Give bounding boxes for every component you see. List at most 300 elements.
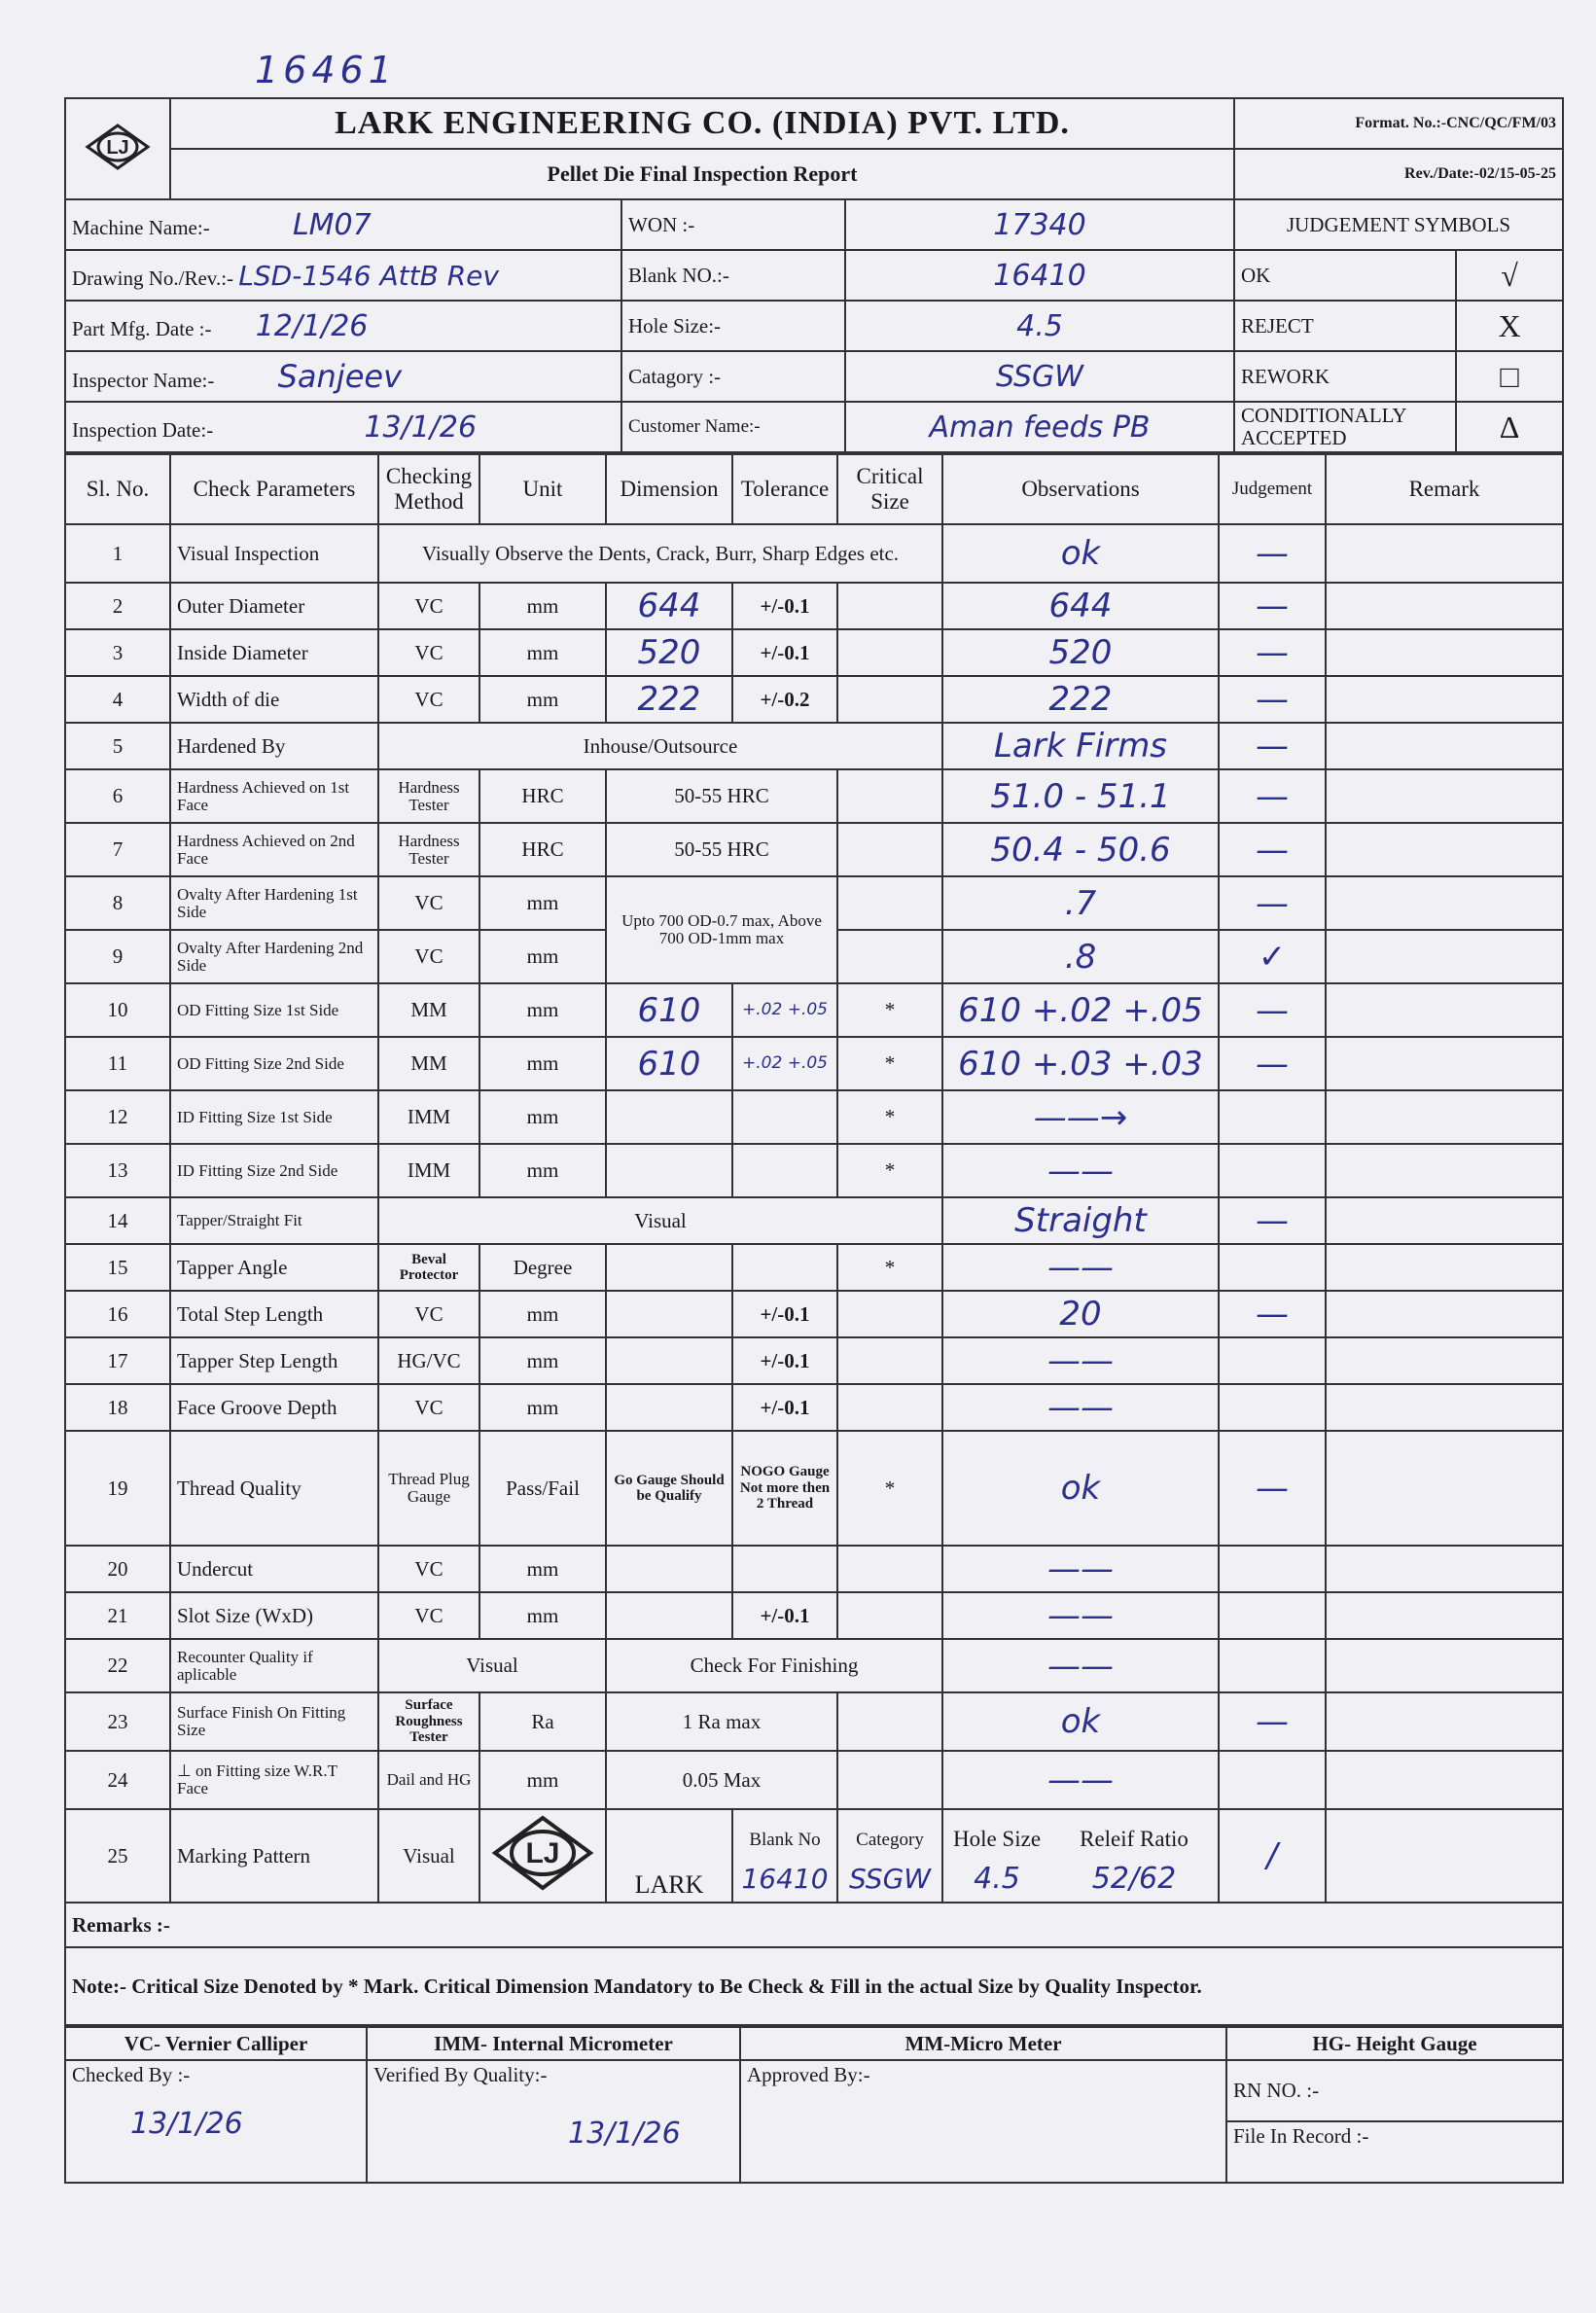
legend-hg: HG- Height Gauge	[1226, 2027, 1563, 2060]
table-row	[65, 1692, 1563, 1751]
tolerance-cell[interactable]: +/-0.1	[732, 1592, 837, 1639]
judgement-cell[interactable]: —	[1219, 1692, 1326, 1751]
tolerance-cell[interactable]: +/-0.1	[732, 629, 837, 676]
param-cell: Tapper Step Length	[170, 1337, 378, 1384]
reject-symbol-icon: X	[1456, 301, 1563, 351]
unit-cell: mm	[479, 583, 606, 629]
critical-cell[interactable]	[837, 930, 942, 983]
method-cell: VC	[378, 1546, 479, 1592]
judgement-cell[interactable]	[1219, 1751, 1326, 1809]
method-cell: VC	[378, 930, 479, 983]
table-row	[65, 723, 1563, 769]
observation-cell[interactable]: ——	[942, 1639, 1219, 1692]
machine-name-value[interactable]: LM07	[292, 207, 372, 242]
remark-cell[interactable]	[1326, 1751, 1563, 1809]
table-row	[65, 1197, 1563, 1244]
unit-cell: mm	[479, 1090, 606, 1144]
table-row	[65, 629, 1563, 676]
sl-cell: 14	[65, 1197, 170, 1244]
sl-cell: 24	[65, 1751, 170, 1809]
unit-cell: HRC	[479, 769, 606, 823]
observation-cell[interactable]: ok	[942, 1692, 1219, 1751]
judgement-cell[interactable]: —	[1219, 1197, 1326, 1244]
table-row	[65, 1337, 1563, 1384]
method-cell: IMM	[378, 1090, 479, 1144]
method-cell: IMM	[378, 1144, 479, 1197]
judgement-cell[interactable]: —	[1219, 723, 1326, 769]
remarks-label: Remarks :-	[65, 1903, 1563, 1947]
unit-cell: mm	[479, 1337, 606, 1384]
dimension-cell[interactable]	[606, 1337, 732, 1384]
judgement-cell[interactable]: —	[1219, 629, 1326, 676]
dimension-tolerance-cell: 50-55 HRC	[606, 769, 837, 823]
sl-cell: 22	[65, 1639, 170, 1692]
tolerance-cell[interactable]	[732, 1244, 837, 1291]
observation-cell[interactable]: ——	[942, 1144, 1219, 1197]
file-in-record-label[interactable]: File In Record :-	[1226, 2121, 1563, 2183]
sl-cell: 21	[65, 1592, 170, 1639]
column-header: Critical Size	[837, 454, 942, 524]
judgement-cell[interactable]: —	[1219, 769, 1326, 823]
sl-cell: 4	[65, 676, 170, 723]
param-cell: ID Fitting Size 1st Side	[170, 1090, 378, 1144]
unit-cell: mm	[479, 629, 606, 676]
dimension-cell[interactable]	[606, 1384, 732, 1431]
tolerance-cell[interactable]	[732, 1546, 837, 1592]
part-mfg-date-label: Part Mfg. Date :-	[72, 316, 212, 340]
document-number: 16461	[255, 49, 397, 91]
observation-cell[interactable]: 610 +.02 +.05	[942, 983, 1219, 1037]
method-cell: Visual	[378, 1639, 606, 1692]
unit-cell: HRC	[479, 823, 606, 876]
critical-cell[interactable]	[837, 1751, 942, 1809]
sl-cell: 12	[65, 1090, 170, 1144]
unit-cell: mm	[479, 983, 606, 1037]
symbol-conditional-label: CONDITIONALLY ACCEPTED	[1234, 402, 1456, 452]
marking-judgement[interactable]: /	[1219, 1809, 1326, 1903]
remark-cell[interactable]	[1326, 1692, 1563, 1751]
ok-symbol-icon: √	[1456, 250, 1563, 301]
span-text-cell: Visual	[378, 1197, 942, 1244]
part-mfg-date-value[interactable]: 12/1/26	[255, 308, 369, 343]
unit-cell: Degree	[479, 1244, 606, 1291]
sl-cell: 15	[65, 1244, 170, 1291]
remark-cell[interactable]	[1326, 1144, 1563, 1197]
param-cell: Total Step Length	[170, 1291, 378, 1337]
remark-cell[interactable]	[1326, 1291, 1563, 1337]
tolerance-cell[interactable]: +/-0.2	[732, 676, 837, 723]
column-header: Sl. No.	[65, 454, 170, 524]
marking-releif[interactable]: 52/62	[1091, 1861, 1177, 1896]
tolerance-cell[interactable]: +/-0.1	[732, 583, 837, 629]
judgement-cell[interactable]	[1219, 1090, 1326, 1144]
table-row	[65, 1244, 1563, 1291]
remark-cell[interactable]	[1326, 1639, 1563, 1692]
param-cell: Ovalty After Hardening 2nd Side	[170, 930, 378, 983]
observation-cell[interactable]: ——	[942, 1337, 1219, 1384]
marking-hole-size-label: Hole Size	[952, 1826, 1042, 1851]
inspection-date-label: Inspection Date:-	[72, 417, 214, 442]
legend-vc: VC- Vernier Calliper	[65, 2027, 367, 2060]
critical-cell[interactable]	[837, 583, 942, 629]
hole-size-value[interactable]: 4.5	[845, 301, 1234, 351]
span-text-cell: Inhouse/Outsource	[378, 723, 942, 769]
observation-cell[interactable]: ——	[942, 1546, 1219, 1592]
remark-cell[interactable]	[1326, 983, 1563, 1037]
column-header: Judgement	[1219, 454, 1326, 524]
critical-cell[interactable]: *	[837, 1090, 942, 1144]
column-header: Observations	[942, 454, 1219, 524]
judgement-cell[interactable]: —	[1219, 676, 1326, 723]
table-header-row	[65, 454, 1563, 524]
critical-cell[interactable]	[837, 1692, 942, 1751]
param-cell: Hardened By	[170, 723, 378, 769]
rn-no-label[interactable]: RN NO. :-	[1226, 2060, 1563, 2121]
footer-table	[64, 2026, 1564, 2184]
symbol-reject-label: REJECT	[1234, 301, 1456, 351]
drawing-no-label: Drawing No./Rev.:-	[72, 266, 234, 290]
dimension-tolerance-cell: 1 Ra max	[606, 1692, 837, 1751]
unit-cell: mm	[479, 1291, 606, 1337]
critical-cell[interactable]	[837, 1546, 942, 1592]
observation-cell[interactable]: ——	[942, 1244, 1219, 1291]
method-cell: VC	[378, 1592, 479, 1639]
dimension-cell[interactable]: 222	[606, 676, 732, 723]
judgement-cell[interactable]	[1219, 1337, 1326, 1384]
unit-cell: mm	[479, 1144, 606, 1197]
param-cell: Undercut	[170, 1546, 378, 1592]
unit-cell: mm	[479, 876, 606, 930]
category-label: Catagory :-	[621, 351, 845, 402]
method-cell: MM	[378, 983, 479, 1037]
table-row	[65, 823, 1563, 876]
marking-remark[interactable]	[1326, 1809, 1563, 1903]
tolerance-cell[interactable]: NOGO Gauge Not more then 2 Thread	[732, 1431, 837, 1546]
drawing-no-value[interactable]: LSD-1546 AttB Rev	[238, 259, 499, 292]
remark-cell[interactable]	[1326, 1546, 1563, 1592]
dimension-cell[interactable]: 610	[606, 1037, 732, 1090]
remark-cell[interactable]	[1326, 930, 1563, 983]
critical-cell[interactable]	[837, 823, 942, 876]
sl-cell: 9	[65, 930, 170, 983]
method-cell: Dail and HG	[378, 1751, 479, 1809]
report-header	[64, 97, 1564, 453]
checked-by-label: Checked By :-	[72, 2063, 191, 2087]
customer-name-label: Customer Name:-	[621, 402, 845, 452]
critical-cell[interactable]	[837, 769, 942, 823]
table-row	[65, 876, 1563, 930]
marking-hole-size[interactable]: 4.5	[974, 1861, 1020, 1896]
param-cell: Surface Finish On Fitting Size	[170, 1692, 378, 1751]
column-header: Remark	[1326, 454, 1563, 524]
judgement-cell[interactable]: —	[1219, 876, 1326, 930]
dimension-tolerance-cell: 0.05 Max	[606, 1751, 837, 1809]
critical-cell[interactable]: *	[837, 1144, 942, 1197]
sl-cell: 13	[65, 1144, 170, 1197]
remark-cell[interactable]	[1326, 676, 1563, 723]
unit-cell: mm	[479, 1751, 606, 1809]
observation-cell[interactable]: .8	[942, 930, 1219, 983]
critical-cell[interactable]	[837, 1291, 942, 1337]
table-row	[65, 1431, 1563, 1546]
critical-cell[interactable]	[837, 876, 942, 930]
judgement-cell[interactable]	[1219, 1546, 1326, 1592]
column-header: Tolerance	[732, 454, 837, 524]
method-cell: VC	[378, 629, 479, 676]
inspection-date-value[interactable]: 13/1/26	[364, 409, 478, 445]
table-row	[65, 1751, 1563, 1809]
tolerance-cell[interactable]: +/-0.1	[732, 1384, 837, 1431]
judgement-cell[interactable]	[1219, 1592, 1326, 1639]
critical-cell[interactable]: *	[837, 1431, 942, 1546]
column-header: Check Parameters	[170, 454, 378, 524]
remark-cell[interactable]	[1326, 1431, 1563, 1546]
method-cell: VC	[378, 876, 479, 930]
marking-row	[65, 1809, 1563, 1903]
table-row	[65, 1384, 1563, 1431]
table-row	[65, 1090, 1563, 1144]
verified-by-label: Verified By Quality:-	[373, 2063, 548, 2087]
ovalty-spec-cell: Upto 700 OD-0.7 max, Above 700 OD-1mm max	[606, 876, 837, 983]
critical-cell[interactable]	[837, 1337, 942, 1384]
table-row	[65, 1037, 1563, 1090]
marking-brand: LARK	[606, 1809, 732, 1903]
checked-by-date[interactable]: 13/1/26	[130, 2107, 243, 2142]
remark-cell[interactable]	[1326, 524, 1563, 583]
remark-cell[interactable]	[1326, 1197, 1563, 1244]
column-header: Unit	[479, 454, 606, 524]
inspector-name-label: Inspector Name:-	[72, 369, 215, 392]
sl-cell: 8	[65, 876, 170, 930]
sl-cell: 10	[65, 983, 170, 1037]
marking-releif-label: Releif Ratio	[1080, 1826, 1188, 1851]
sl-cell: 7	[65, 823, 170, 876]
blank-no-value[interactable]: 16410	[845, 250, 1234, 301]
unit-cell: mm	[479, 1037, 606, 1090]
method-cell: HG/VC	[378, 1337, 479, 1384]
param-cell: Visual Inspection	[170, 524, 378, 583]
remark-cell[interactable]	[1326, 583, 1563, 629]
sl-cell: 16	[65, 1291, 170, 1337]
remark-cell[interactable]	[1326, 723, 1563, 769]
dimension-cell[interactable]: Go Gauge Should be Qualify	[606, 1431, 732, 1546]
critical-cell[interactable]	[837, 1592, 942, 1639]
unit-cell: Ra	[479, 1692, 606, 1751]
sl-cell: 18	[65, 1384, 170, 1431]
judgement-cell[interactable]: —	[1219, 1291, 1326, 1337]
method-cell: Hardness Tester	[378, 769, 479, 823]
critical-cell[interactable]: *	[837, 983, 942, 1037]
remark-cell[interactable]	[1326, 823, 1563, 876]
table-row	[65, 676, 1563, 723]
marking-blank-no[interactable]: 16410	[741, 1862, 829, 1895]
verified-by-date[interactable]: 13/1/26	[568, 2117, 681, 2152]
dimension-cell[interactable]	[606, 1592, 732, 1639]
observation-cell[interactable]: ——	[942, 1751, 1219, 1809]
dimension-tolerance-cell: 50-55 HRC	[606, 823, 837, 876]
legend-mm: MM-Micro Meter	[740, 2027, 1226, 2060]
method-cell: VC	[378, 676, 479, 723]
tolerance-cell[interactable]: +/-0.1	[732, 1291, 837, 1337]
table-row	[65, 1291, 1563, 1337]
remark-cell[interactable]	[1326, 876, 1563, 930]
method-cell: MM	[378, 1037, 479, 1090]
observation-cell[interactable]: .7	[942, 876, 1219, 930]
sl-cell: 17	[65, 1337, 170, 1384]
observation-cell[interactable]: 51.0 - 51.1	[942, 769, 1219, 823]
customer-name-value[interactable]: Aman feeds PB	[845, 402, 1234, 452]
machine-name-label: Machine Name:-	[72, 215, 210, 239]
critical-size-note: Note:- Critical Size Denoted by * Mark. Critical Dimension Mandatory to Be Check & Fill in the actual Size by Quality Inspector.	[65, 1947, 1563, 2025]
critical-cell[interactable]: *	[837, 1244, 942, 1291]
dimension-tolerance-cell: Check For Finishing	[606, 1639, 942, 1692]
blank-no-label: Blank NO.:-	[621, 250, 845, 301]
inspector-name-value[interactable]: Sanjeev	[277, 358, 403, 395]
observation-cell[interactable]: 644	[942, 583, 1219, 629]
approved-by-label[interactable]: Approved By:-	[740, 2060, 1226, 2183]
param-cell: Inside Diameter	[170, 629, 378, 676]
critical-cell[interactable]	[837, 1384, 942, 1431]
judgement-cell[interactable]: —	[1219, 583, 1326, 629]
observation-cell[interactable]: 50.4 - 50.6	[942, 823, 1219, 876]
hole-size-label: Hole Size:-	[621, 301, 845, 351]
remark-cell[interactable]	[1326, 1037, 1563, 1090]
observation-cell[interactable]: Lark Firms	[942, 723, 1219, 769]
sl-cell: 2	[65, 583, 170, 629]
remark-cell[interactable]	[1326, 1384, 1563, 1431]
remark-cell[interactable]	[1326, 1592, 1563, 1639]
won-value[interactable]: 17340	[845, 199, 1234, 250]
param-cell: Tapper/Straight Fit	[170, 1197, 378, 1244]
dimension-cell[interactable]	[606, 1546, 732, 1592]
param-cell: OD Fitting Size 1st Side	[170, 983, 378, 1037]
param-cell: Marking Pattern	[170, 1809, 378, 1903]
param-cell: ⊥ on Fitting size W.R.T Face	[170, 1751, 378, 1809]
won-label: WON :-	[621, 199, 845, 250]
tolerance-cell[interactable]	[732, 1090, 837, 1144]
column-header: Dimension	[606, 454, 732, 524]
marking-category[interactable]: SSGW	[849, 1862, 931, 1895]
table-row	[65, 583, 1563, 629]
inspection-table	[64, 453, 1564, 2026]
tolerance-cell[interactable]: +.02 +.05	[732, 1037, 837, 1090]
remark-cell[interactable]	[1326, 629, 1563, 676]
dimension-cell[interactable]	[606, 1291, 732, 1337]
observation-cell[interactable]: ok	[942, 524, 1219, 583]
method-cell: Beval Protector	[378, 1244, 479, 1291]
column-header: Checking Method	[378, 454, 479, 524]
tolerance-cell[interactable]: +.02 +.05	[732, 983, 837, 1037]
param-cell: ID Fitting Size 2nd Side	[170, 1144, 378, 1197]
table-row	[65, 769, 1563, 823]
unit-cell: mm	[479, 930, 606, 983]
sl-cell: 1	[65, 524, 170, 583]
param-cell: Outer Diameter	[170, 583, 378, 629]
verified-by-cell	[367, 2060, 740, 2183]
category-value[interactable]: SSGW	[845, 351, 1234, 402]
dimension-cell[interactable]: 610	[606, 983, 732, 1037]
svg-text:LJ: LJ	[106, 136, 129, 159]
tolerance-cell[interactable]: +/-0.1	[732, 1337, 837, 1384]
observation-cell[interactable]: 520	[942, 629, 1219, 676]
method-cell: Surface Roughness Tester	[378, 1692, 479, 1751]
format-number: Format. No.:-CNC/QC/FM/03	[1234, 98, 1563, 149]
param-cell: Face Groove Depth	[170, 1384, 378, 1431]
judgement-cell[interactable]	[1219, 1144, 1326, 1197]
table-row	[65, 1546, 1563, 1592]
observation-cell[interactable]: ok	[942, 1431, 1219, 1546]
dimension-cell[interactable]: 520	[606, 629, 732, 676]
param-cell: Recounter Quality if aplicable	[170, 1639, 378, 1692]
marking-logo	[479, 1809, 606, 1903]
judgement-cell[interactable]: —	[1219, 823, 1326, 876]
sl-cell: 6	[65, 769, 170, 823]
observation-cell[interactable]: Straight	[942, 1197, 1219, 1244]
marking-category-label: Category	[856, 1829, 924, 1850]
dimension-cell[interactable]	[606, 1244, 732, 1291]
table-row	[65, 983, 1563, 1037]
judgement-cell[interactable]: —	[1219, 983, 1326, 1037]
critical-cell[interactable]: *	[837, 1037, 942, 1090]
observation-cell[interactable]: ——→	[942, 1090, 1219, 1144]
sl-cell: 11	[65, 1037, 170, 1090]
dimension-cell[interactable]: 644	[606, 583, 732, 629]
remark-cell[interactable]	[1326, 1244, 1563, 1291]
dimension-cell[interactable]	[606, 1090, 732, 1144]
judgement-cell[interactable]: —	[1219, 1037, 1326, 1090]
observation-cell[interactable]: 222	[942, 676, 1219, 723]
company-logo	[65, 98, 170, 199]
unit-cell: mm	[479, 1384, 606, 1431]
marking-blank-no-label: Blank No	[749, 1829, 821, 1850]
revision-date: Rev./Date:-02/15-05-25	[1234, 149, 1563, 199]
rework-symbol-icon: □	[1456, 351, 1563, 402]
sl-cell: 23	[65, 1692, 170, 1751]
judgement-cell[interactable]	[1219, 1639, 1326, 1692]
method-cell: VC	[378, 1384, 479, 1431]
sl-cell: 19	[65, 1431, 170, 1546]
param-cell: Hardness Achieved on 2nd Face	[170, 823, 378, 876]
observation-cell[interactable]: 610 +.03 +.03	[942, 1037, 1219, 1090]
observation-cell[interactable]: 20	[942, 1291, 1219, 1337]
param-cell: Thread Quality	[170, 1431, 378, 1546]
sl-cell: 25	[65, 1809, 170, 1903]
method-cell: Visual	[378, 1809, 479, 1903]
svg-text:LJ: LJ	[525, 1837, 560, 1870]
inspection-report	[64, 97, 1562, 2184]
judgement-cell[interactable]	[1219, 1244, 1326, 1291]
judgement-cell[interactable]: ✓	[1219, 930, 1326, 983]
critical-cell[interactable]	[837, 676, 942, 723]
remark-cell[interactable]	[1326, 1090, 1563, 1144]
remark-cell[interactable]	[1326, 769, 1563, 823]
tolerance-cell[interactable]	[732, 1144, 837, 1197]
remark-cell[interactable]	[1326, 1337, 1563, 1384]
param-cell: Ovalty After Hardening 1st Side	[170, 876, 378, 930]
judgement-cell[interactable]: —	[1219, 1431, 1326, 1546]
table-row	[65, 524, 1563, 583]
judgement-symbols-title: JUDGEMENT SYMBOLS	[1234, 199, 1563, 250]
judgement-cell[interactable]	[1219, 1384, 1326, 1431]
judgement-cell[interactable]: —	[1219, 524, 1326, 583]
company-name: LARK ENGINEERING CO. (INDIA) PVT. LTD.	[170, 98, 1234, 149]
checked-by-cell	[65, 2060, 367, 2183]
observation-cell[interactable]: ——	[942, 1384, 1219, 1431]
param-cell: Hardness Achieved on 1st Face	[170, 769, 378, 823]
observation-cell[interactable]: ——	[942, 1592, 1219, 1639]
critical-cell[interactable]	[837, 629, 942, 676]
dimension-cell[interactable]	[606, 1144, 732, 1197]
